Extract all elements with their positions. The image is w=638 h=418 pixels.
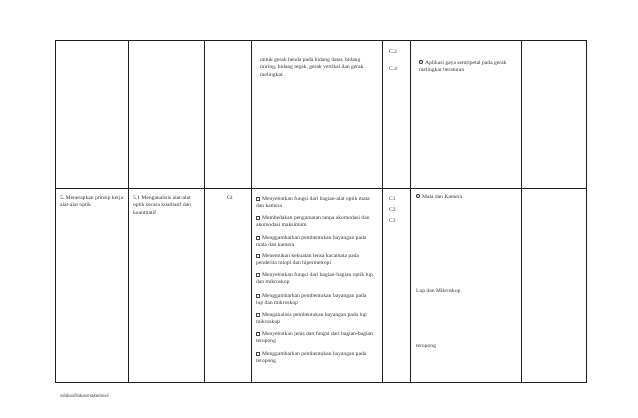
col-border-2	[204, 40, 205, 383]
row1-material-text: untuk gerak benda pada bidang datar, bidang miring, bidang tegak, gerak vertikal dan gerak melingkar.	[260, 57, 364, 78]
material-item-9: Menggambarkan pembentukan bayangan pada teropong	[256, 351, 367, 365]
col-border-7	[586, 40, 587, 383]
material-item-1: Menyebutkan fungsi dari bagian-alat optik mata dan kamera	[256, 196, 370, 210]
circle-bullet-icon	[419, 60, 423, 64]
row-divider	[55, 188, 586, 189]
col-border-0	[55, 40, 56, 383]
material-item-8: Menyebutkan jenis dan fungsi dari bagian-bagian teropong	[256, 331, 373, 345]
checkbox-bullet-icon	[256, 197, 260, 201]
circle-bullet-icon	[416, 194, 420, 198]
row2-competency: 5. Menerapkan prinsip kerja alat-alat optik	[60, 195, 124, 209]
checkbox-bullet-icon	[256, 332, 260, 336]
checkbox-bullet-icon	[256, 254, 260, 258]
col-border-6	[521, 40, 522, 383]
material-item-7: Menganalisis pembentukan bayangan pada lup mikroskop	[256, 312, 367, 326]
material-item-5: Menyebutkan fungsi dari bagian-bagian optik lup dan mikroskop	[256, 272, 373, 286]
topic-lup-mikroskop: Lup dan Mikroskop	[416, 288, 461, 294]
material-item-4: Menentukan kekuatan lensa kacamata pada penderita miopi dan hipermetropi	[256, 253, 359, 267]
checkbox-bullet-icon	[256, 236, 260, 240]
col-border-1	[128, 40, 129, 383]
table-bottom-border	[55, 382, 586, 383]
row2-indicator: 5.1 Menganalisis alat-alat optik secara kualitatif dan kuantitatif	[133, 195, 191, 216]
row1-activity: Aplikasi gaya sentripetal pada gerak melingkar beraturan	[419, 60, 507, 74]
row2-level-1: C1	[389, 196, 396, 202]
checkbox-bullet-icon	[256, 294, 260, 298]
topic-teropong: teropong	[416, 343, 436, 349]
col-border-4	[382, 40, 383, 383]
row2-level-2: C2	[389, 207, 396, 213]
checkbox-bullet-icon	[256, 352, 260, 356]
row1-level-2: C.4	[389, 66, 397, 72]
material-item-2: Membedakan pengamatan tanpa akomodasi dan akomodasi maksimum	[256, 215, 370, 229]
table-top-border	[55, 40, 586, 41]
topic-mata-kamera: Mata dan Kamera	[416, 194, 462, 201]
material-item-6: Menggambarkan pembentukan bayangan pada lup dan mikroskop	[256, 293, 367, 307]
row2-level-3: C3	[389, 218, 396, 224]
col-border-3	[251, 40, 252, 383]
checkbox-bullet-icon	[256, 313, 260, 317]
checkbox-bullet-icon	[256, 216, 260, 220]
footer-text: silabusfisikasmakelasxii	[60, 393, 109, 398]
col-border-5	[410, 40, 411, 383]
material-item-3: Menggambarkan pembentukan bayangan pada mata dan kamera	[256, 235, 367, 249]
checkbox-bullet-icon	[256, 273, 260, 277]
row1-level-1: C.2	[389, 49, 397, 55]
row2-semester: Gt	[227, 195, 233, 201]
